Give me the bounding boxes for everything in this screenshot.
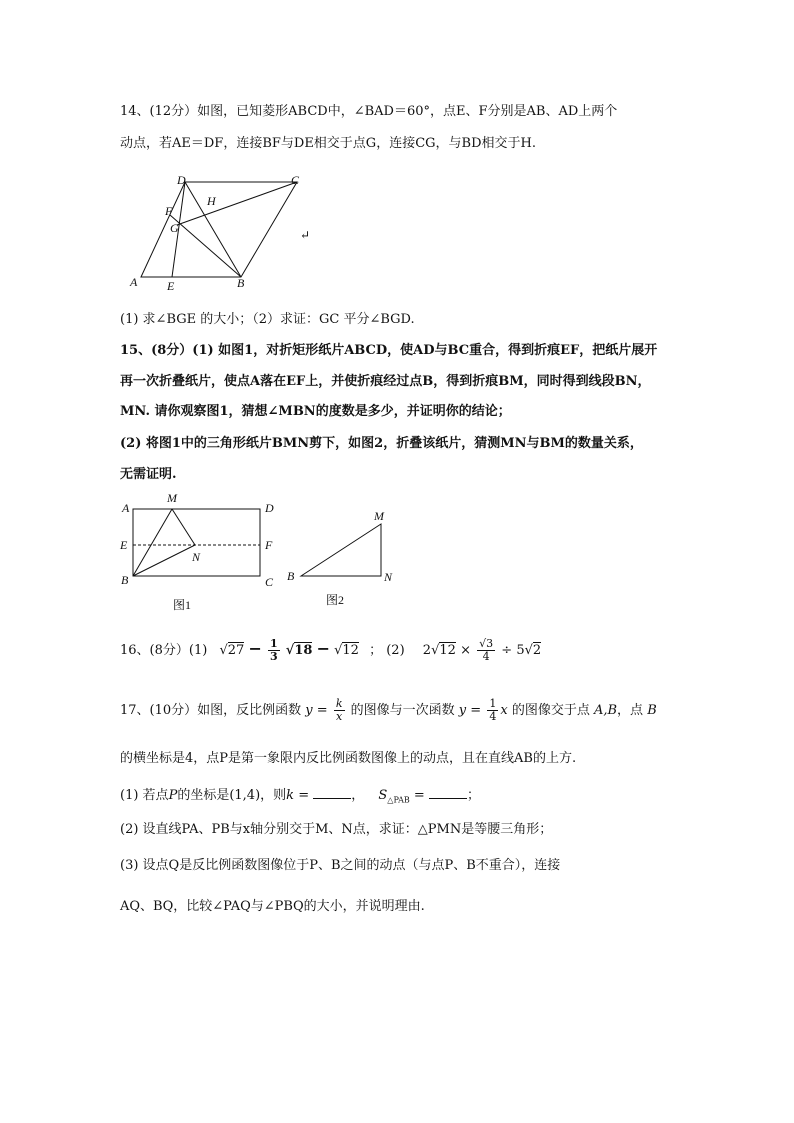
answer-blank-k[interactable]: [313, 786, 351, 799]
q15-line-3: MN. 请你观察图1，猜想∠MBN的度数是多少，并证明你的结论；: [120, 404, 511, 419]
q14-question: (1) 求∠BGE 的大小；（2）求证：GC 平分∠BGD.: [120, 312, 415, 327]
q16-separator: ； (2): [369, 643, 405, 658]
label-e: E: [120, 538, 128, 552]
sqrt-18: √18: [285, 643, 313, 658]
segment-mn: [172, 509, 195, 545]
label-n: N: [192, 550, 201, 564]
q17-line-3: (1) 若点P的坐标是(1,4)，则k = ， $S_{\triangle PAB}$ = ；: [120, 788, 480, 805]
minus-sign: −: [248, 639, 262, 658]
label-h: H: [207, 194, 216, 208]
fraction-one-quarter: $\frac{1}{4}$: [489, 697, 497, 723]
triangle-bmn: [301, 524, 381, 576]
segment-bf: [170, 215, 241, 277]
q17-line-4: (2) 设直线PA、PB与x轴分别交于M、N点，求证：△PMN是等腰三角形；: [120, 822, 553, 837]
label-d: D: [265, 501, 274, 515]
label-a: A: [130, 275, 138, 289]
label-e: E: [167, 279, 175, 293]
q15-line-2: 再一次折叠纸片，使点A落在EF上，并使折痕经过点B，得到折痕BM，同时得到线段BN，: [120, 374, 651, 389]
fraction-k-over-x: $\frac{k}{x}$: [335, 697, 343, 723]
q14-line-2: 动点，若AE＝DF，连接BF与DE相交于点G，连接CG，与BD相交于H.: [120, 136, 536, 151]
q17-line-6: AQ、BQ，比较∠PAQ与∠PBQ的大小，并说明理由.: [120, 899, 425, 914]
answer-blank-area[interactable]: [429, 786, 467, 799]
part2-expression: 2√12 × $\frac{√3}{4}$ ÷ 5√2: [422, 637, 542, 663]
minus-sign-2: −: [316, 639, 330, 658]
fraction-sqrt3-over-4: $\frac{√3}{4}$: [479, 637, 494, 663]
label-c: C: [291, 173, 300, 187]
q16-line: [120, 638, 541, 663]
q15-line-5: 无需证明.: [120, 467, 177, 482]
sqrt-27: √27: [219, 643, 245, 658]
rhombus-outline: [141, 182, 297, 277]
label-f: F: [265, 538, 273, 552]
label-n: N: [384, 570, 393, 584]
figure-1-caption: 图1: [173, 598, 192, 612]
label-b: B: [287, 569, 295, 583]
return-mark: ↵: [300, 228, 311, 242]
label-f: F: [165, 204, 173, 218]
figure-2-caption: 图2: [326, 593, 345, 607]
q15-figure-2: [280, 505, 410, 610]
q16-prefix: 16、(8分）(1): [120, 643, 208, 658]
label-a: A: [122, 501, 130, 515]
q14-line-1: 14、(12分）如图，已知菱形ABCD中，∠BAD＝60°，点E、F分别是AB、AD上两个: [120, 104, 618, 119]
q15-figure-1: [115, 490, 285, 615]
label-m: M: [167, 491, 177, 505]
sqrt-12: √12: [334, 643, 359, 658]
q17-line-1: 17、(10分）如图，反比例函数 y = $\frac{k}{x}$ 的图像与一次函数 y = $\frac{1}{4}$ x 的图像交于点 A,B，点 B: [120, 697, 657, 723]
label-c: C: [265, 575, 274, 589]
label-b: B: [121, 573, 129, 587]
label-b: B: [237, 276, 245, 290]
q15-line-1: 15、(8分）(1) 如图1，对折矩形纸片ABCD，使AD与BC重合，得到折痕EF，把纸片展开: [120, 343, 658, 358]
segment-gc: [177, 182, 297, 225]
label-d: D: [177, 173, 186, 187]
q17-line-5: (3) 设点Q是反比例函数图像位于P、B之间的动点（与点P、B不重合），连接: [120, 858, 561, 873]
q15-line-4: (2) 将图1中的三角形纸片BMN剪下，如图2，折叠该纸片，猜测MN与BM的数量关系，: [120, 436, 643, 451]
q17-line-2: 的横坐标是4，点P是第一象限内反比例函数图像上的动点，且在直线AB的上方.: [120, 751, 577, 766]
fraction-one-third: $\frac{1}{3}$: [269, 637, 278, 663]
label-m: M: [374, 509, 384, 523]
label-g: G: [170, 221, 179, 235]
q14-rhombus-figure: [125, 170, 325, 295]
